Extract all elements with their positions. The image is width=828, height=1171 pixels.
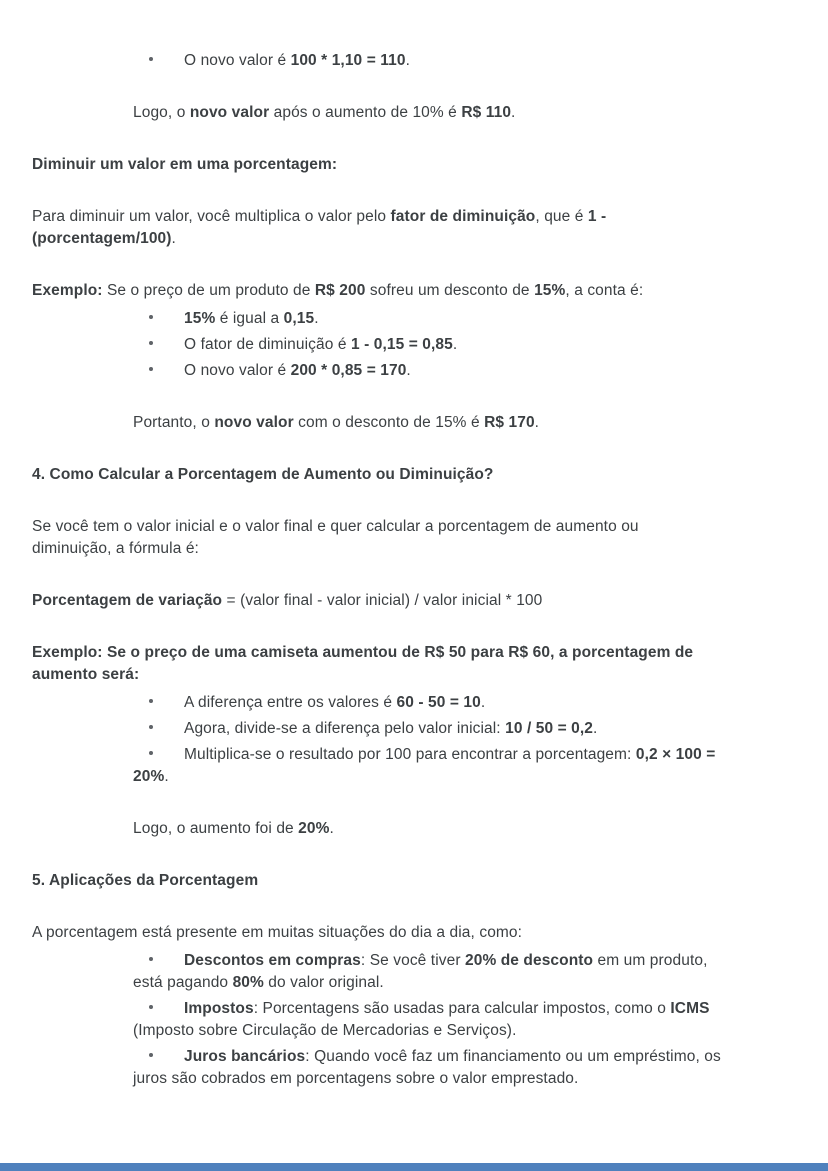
body-text: . <box>480 694 486 711</box>
bullet-text <box>133 952 707 991</box>
bullet-dot-icon <box>149 725 153 729</box>
paragraph <box>32 516 800 560</box>
body-text: . <box>406 362 411 379</box>
bullet-text <box>133 1000 710 1039</box>
body-text: O novo valor é <box>184 362 291 379</box>
bullet-item <box>133 950 800 994</box>
bottom-accent-bar <box>0 1163 828 1171</box>
bold-text: ICMS <box>670 1000 710 1017</box>
bullet-text <box>133 746 715 785</box>
bullet-item <box>133 744 800 788</box>
body-text: O fator de diminuição é <box>184 336 351 353</box>
body-text: do valor original. <box>263 974 384 991</box>
bold-text: novo valor <box>214 414 294 431</box>
bullet-dot-icon <box>149 315 153 319</box>
body-text: : Se você tiver <box>360 952 465 969</box>
note-paragraph <box>133 102 800 124</box>
bold-text: 20% <box>298 820 330 837</box>
body-text: Logo, o <box>133 104 190 121</box>
bold-text: fator de diminuição <box>390 208 536 225</box>
body-text: . <box>164 768 169 785</box>
body-text: Se o preço de um produto de <box>102 282 315 299</box>
bold-text: 80% <box>232 974 264 991</box>
body-text: A porcentagem está presente em muitas situações do dia a dia, como: <box>32 924 523 941</box>
bold-text: Impostos <box>184 1000 254 1017</box>
bullet-dot-icon <box>149 751 153 755</box>
body-text: Multiplica-se o resultado por 100 para encontrar a porcentagem: <box>184 746 636 763</box>
body-text: O novo valor é <box>184 52 291 69</box>
body-text: . <box>593 720 598 737</box>
bullet-text <box>184 720 597 737</box>
body-text: em um produto, <box>593 952 708 969</box>
body-text: Logo, o aumento foi de <box>133 820 299 837</box>
paragraph <box>32 642 800 686</box>
body-text: Portanto, o <box>133 414 215 431</box>
bold-text: 1 - <box>587 208 607 225</box>
bullet-dot-icon <box>149 341 153 345</box>
body-text: . <box>329 820 334 837</box>
bullet-list <box>32 50 800 72</box>
bullet-dot-icon <box>149 57 153 61</box>
bullet-dot-icon <box>149 1005 153 1009</box>
bold-text: Diminuir um valor em uma porcentagem: <box>32 156 338 173</box>
bullet-dot-icon <box>149 1053 153 1057</box>
bullet-text <box>133 1048 721 1087</box>
bold-text: 10 / 50 = 0,2 <box>505 720 594 737</box>
bold-text: Juros bancários <box>184 1048 306 1065</box>
body-text: , a conta é: <box>565 282 644 299</box>
bullet-list <box>32 308 800 382</box>
body-text: : Porcentagens são usadas para calcular impostos, como o <box>253 1000 671 1017</box>
bullet-item <box>133 1046 800 1090</box>
bold-text: R$ 170 <box>484 414 535 431</box>
body-text: . <box>171 230 176 247</box>
body-text: após o aumento de 10% é <box>269 104 462 121</box>
body-text: A diferença entre os valores é <box>184 694 397 711</box>
bold-text: 0,15 <box>283 310 315 327</box>
bold-text: 1 - 0,15 = 0,85 <box>350 336 453 353</box>
body-text: : Quando você faz um financiamento ou um empréstimo, os <box>305 1048 721 1065</box>
bold-text: aumento será: <box>32 666 140 683</box>
bullet-list <box>32 950 800 1090</box>
bullet-item <box>133 998 800 1042</box>
bold-text: 0,2 × 100 = <box>635 746 716 763</box>
bullet-text <box>184 362 411 379</box>
bold-text: 4. Como Calcular a Porcentagem de Aumento ou Diminuição? <box>32 466 494 483</box>
bullet-dot-icon <box>149 699 153 703</box>
body-text: sofreu um desconto de <box>365 282 535 299</box>
bold-text: 20% <box>133 768 165 785</box>
bullet-text <box>184 694 485 711</box>
bullet-text <box>184 336 457 353</box>
bullet-dot-icon <box>149 367 153 371</box>
note-paragraph <box>133 412 800 434</box>
bold-text: R$ 200 <box>314 282 366 299</box>
bold-text: novo valor <box>189 104 270 121</box>
section-heading <box>32 154 800 176</box>
bold-text: 20% de desconto <box>465 952 594 969</box>
bold-text: Porcentagem de variação <box>32 592 223 609</box>
body-text: com o desconto de 15% é <box>293 414 485 431</box>
bullet-item <box>133 360 800 382</box>
bullet-dot-icon <box>149 957 153 961</box>
body-text: está pagando <box>133 974 233 991</box>
bullet-list <box>32 692 800 788</box>
paragraph <box>32 206 800 250</box>
bold-text: 15% <box>534 282 566 299</box>
bold-text: Exemplo: <box>32 282 103 299</box>
note-paragraph <box>133 818 800 840</box>
body-text: diminuição, a fórmula é: <box>32 540 199 557</box>
body-text: . <box>314 310 319 327</box>
section-heading <box>32 464 800 486</box>
body-text: . <box>405 52 410 69</box>
bold-text: 60 - 50 = 10 <box>396 694 481 711</box>
bold-text: Exemplo: Se o preço de uma camiseta aumentou de R$ 50 para R$ 60, a porcentagem de <box>32 644 694 661</box>
paragraph <box>32 590 800 612</box>
bullet-text <box>184 310 319 327</box>
bullet-text <box>184 52 410 69</box>
bullet-item <box>133 718 800 740</box>
bullet-item <box>133 50 800 72</box>
body-text: , que é <box>535 208 588 225</box>
body-text: Se você tem o valor inicial e o valor final e quer calcular a porcentagem de aumento ou <box>32 518 639 535</box>
body-text: juros são cobrados em porcentagens sobre o valor emprestado. <box>133 1070 579 1087</box>
body-text: . <box>534 414 540 431</box>
bold-text: 15% <box>184 310 216 327</box>
section-heading <box>32 870 800 892</box>
body-text: Agora, divide-se a diferença pelo valor inicial: <box>184 720 506 737</box>
bold-text: R$ 110 <box>461 104 512 121</box>
body-text: é igual a <box>215 310 284 327</box>
bold-text: Descontos em compras <box>184 952 361 969</box>
body-text: . <box>511 104 516 121</box>
bullet-item <box>133 308 800 330</box>
bullet-item <box>133 692 800 714</box>
bold-text: 200 * 0,85 = 170 <box>290 362 407 379</box>
bold-text: 5. Aplicações da Porcentagem <box>32 872 259 889</box>
body-text: = (valor final - valor inicial) / valor inicial * 100 <box>222 592 543 609</box>
bullet-item <box>133 334 800 356</box>
bold-text: 100 * 1,10 = 110 <box>290 52 406 69</box>
paragraph <box>32 280 800 302</box>
body-text: . <box>452 336 458 353</box>
body-text: (Imposto sobre Circulação de Mercadorias e Serviços). <box>133 1022 517 1039</box>
paragraph <box>32 922 800 944</box>
bold-text: (porcentagem/100) <box>32 230 172 247</box>
body-text: Para diminuir um valor, você multiplica o valor pelo <box>32 208 391 225</box>
